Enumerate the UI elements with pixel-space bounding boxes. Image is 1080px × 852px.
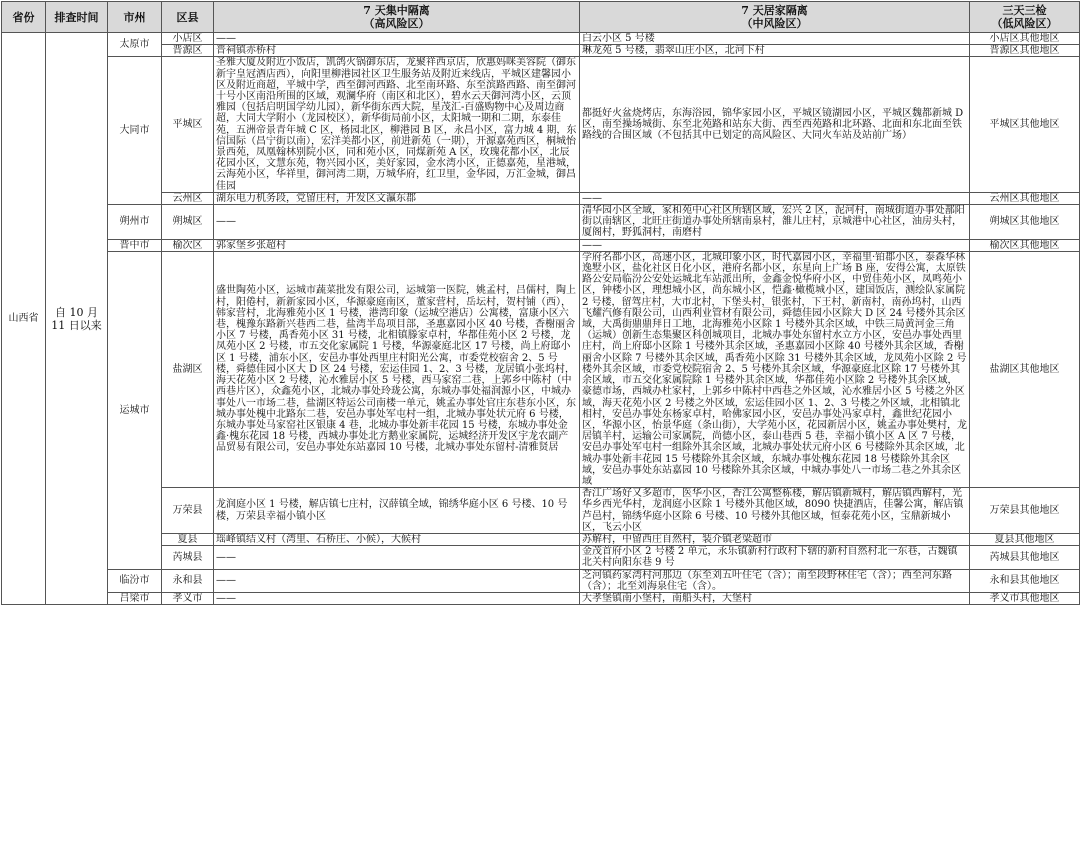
header-row xyxy=(2,2,1080,33)
header-time: 排查时间 xyxy=(46,2,108,33)
district-cell: 榆次区 xyxy=(162,239,214,251)
mid-risk-cell: 香江广场好又多超市，医华小区，香江公寓整栋楼，解店镇新城村，解店镇西解村，光华乡西光华村，龙润庭小区除 1 号楼外其他区域，8090 快捷酒店，佳馨公寓，解店镇芦邑村，锦绣华庭小区除 6 号楼、10 号楼外其他区域，恒泰花苑小区，宝鼎新城小区，飞云小区 xyxy=(580,488,970,534)
district-cell: 朔城区 xyxy=(162,205,214,240)
table-row xyxy=(2,488,1080,534)
mid-risk-cell: 芝河镇药家湾村河那边（东至刘五叶住宅（含）；南至段野林住宅（含）；西至河东路（含）；北至刘海泉住宅（含）。 xyxy=(580,569,970,592)
district-cell: 平城区 xyxy=(162,57,214,192)
mid-risk-cell: 白云小区 5 号楼 xyxy=(580,33,970,45)
district-cell: 万荣县 xyxy=(162,488,214,534)
city-cell: 晋中市 xyxy=(108,239,162,251)
table-row xyxy=(2,251,1080,487)
mid-risk-cell: —— xyxy=(580,192,970,204)
low-risk-cell: 永和县其他地区 xyxy=(970,569,1080,592)
table-row xyxy=(2,45,1080,57)
table-row xyxy=(2,33,1080,45)
city-cell: 朔州市 xyxy=(108,205,162,240)
low-risk-cell: 盐湖区其他地区 xyxy=(970,251,1080,487)
high-risk-cell: 盛世陶苑小区，运城市蔬菜批发有限公司，运城第一医院，姚孟村，吕儒村，陶上村，阳倦村，新新家园小区，华源豪庭南区，董家营村，岳坛村，贺村铺（西），韩家营村，北海雅苑小区 1 号楼，港湾印象（运城空港店）公寓楼，富康小区六巷，槐豫东路新兴巷西二巷，盐湾半岛项目部，圣惠嘉园小区 40 号楼，香榭丽舍小区 7 号楼，禹香苑小区 31 号楼，北相镇滕家卓村，华都佳苑小区 2 号楼，龙凤苑小区 2 号楼，市五交化家属院 1 号楼，华源豪庭北区 17 号楼，尚上府邸小区 1 号楼，浦东小区，安邑办事处西里庄村阳光公寓，市委党校宿舍 2、5 号楼，舜德佳园小区大 D 区 24 号楼，宏运佳园 1、2、3 号楼，龙居镇小张坞村，海天花苑小区 2 号楼，沁水雅居小区 5 号楼，西马家窑二巷，上郭乡中陈村（中西巷片区），众鑫苑小区，北城办事处玲珑公寓，东城办事处福润源小区，中城办事处八一市场二巷，盐湖区特运公司南楼一单元，姚孟办事处官庄东巷东小区，东城办事处槐中北路东二巷，安邑办事处军屯村一组，北城办事处状元府 6 号楼，东城办事处马家窑社区银康 4 巷，北城办事处新丰花园 15 号楼，东城办事处金鑫·槐东花园 18 号楼，西城办事处北方鹅业家属院，运城经济开发区宇龙农副产品贸易有限公司，安邑办事处东站嘉园 10 号楼，北城办事处东留村-清雅贤居 xyxy=(214,251,580,487)
low-risk-cell: 榆次区其他地区 xyxy=(970,239,1080,251)
high-risk-cell: —— xyxy=(214,33,580,45)
table-row xyxy=(2,546,1080,569)
province-cell: 山西省 xyxy=(2,33,46,605)
mid-risk-cell: —— xyxy=(580,239,970,251)
high-risk-cell: —— xyxy=(214,546,580,569)
high-risk-cell: 龙润庭小区 1 号楼，解店镇七庄村，汉薛镇全域，锦绣华庭小区 6 号楼、10 号楼，万荣县幸福小镇小区 xyxy=(214,488,580,534)
mid-risk-cell: 苏解村，中留西庄自然村，装介镇老梁超市 xyxy=(580,533,970,545)
district-cell: 晋源区 xyxy=(162,45,214,57)
header-high-risk: 7 天集中隔离 （高风险区） xyxy=(214,2,580,33)
table-row xyxy=(2,569,1080,592)
low-risk-cell: 朔城区其他地区 xyxy=(970,205,1080,240)
city-cell: 大同市 xyxy=(108,57,162,205)
header-mid-risk: 7 天居家隔离 （中风险区） xyxy=(580,2,970,33)
high-risk-cell: —— xyxy=(214,205,580,240)
high-risk-cell: —— xyxy=(214,569,580,592)
district-cell: 孝义市 xyxy=(162,592,214,604)
header-city: 市州 xyxy=(108,2,162,33)
low-risk-cell: 万荣县其他地区 xyxy=(970,488,1080,534)
district-cell: 盐湖区 xyxy=(162,251,214,487)
mid-risk-cell: 都挺好火盆烧烤店，东海浴园，锦华家园小区，平城区镜湖园小区，平城区魏都新城 D 区，南至操场城街、东至北苑路和站东大街、西至西苑路和北环路、北面和东北面至铁路线的合围区域（不包括其中已划定的高风险区、大同火车站及站前广场） xyxy=(580,57,970,192)
table-row xyxy=(2,533,1080,545)
high-risk-cell: 湖东电力机务段，党留庄村，开发区文瀛东郡 xyxy=(214,192,580,204)
mid-risk-cell: 金茂首府小区 2 号楼 2 单元，永乐镇新村行政村下辖的新村自然村北一东巷，古魏镇北关村向阳东巷 9 号 xyxy=(580,546,970,569)
table-row xyxy=(2,57,1080,192)
low-risk-cell: 云州区其他地区 xyxy=(970,192,1080,204)
mid-risk-cell: 琳龙苑 5 号楼，翡翠山庄小区，北河下村 xyxy=(580,45,970,57)
mid-risk-cell: 学府名都小区，高速小区，北城印象小区，时代嘉园小区，幸福里·铂郡小区，泰森华林逸墅小区，盐化社区日化小区，港府名都小区，东星向上广场 B 座，安得公寓，太原铁路公安局临汾公安处运城北车站派出所，金鑫金悦华府小区，中贸佳苑小区，凤鸣苑小区，钟楼小区，理想城小区，尚东城小区，恺鑫·橄榄城小区，建国饭店，测绘队家属院 2 号楼，留驾庄村，大市北村，下堡头村，银张村，下王村，新南村，南孙坞村，山西飞耀汽修有限公司，山西利业管材有限公司，舜德佳园小区除大 D 区 24 号楼外其余区域，大禹街鼎鼎拜日工地，北海雅苑小区除 1 号楼外其余区域，中铁三局黄河金三角（运城）创新生态集聚区科创城项目，北城办事处东留村水立方小区，安邑办事处西里庄村，尚上府邸小区除 1 号楼外其余区域，圣惠嘉园小区除 40 号楼外其余区域，香榭丽舍小区除 7 号楼外其余区域，禹香苑小区除 31 号楼外其余区域，龙凤苑小区除 2 号楼外其余区域，市委党校院宿舍 2、5 号楼外其余区域，华源豪庭北区除 17 号楼外其余区域，市五交化家属院除 1 号楼外其余区域，华都佳苑小区除 2 号楼外其余区域，豪德市场，西城办杜家村，上郭乡中陈村中西巷之外区域，沁水雅居小区 5 号楼之外区域，海天花苑小区 2 号楼之外区域，宏运佳园小区 1、2、3 号楼之外区域，北相镇北相村，安邑办事处东杨家卓村，哈佛家园小区，安邑办事处冯家卓村，鑫世纪花园小区，华源小区，怡景华庭（条山街），大学苑小区，花园新居小区，姚孟办事处樊村，龙居镇羊村，运输公司家属院，尚德小区，泰山巷西 5 巷，幸福小镇小区 A 区 7 号楼，安邑办事处军屯村一组除外其余区域，北城办事处状元府小区 6 号楼除外其余区域，北城办事处新丰花园 15 号楼除外其余区域，东城办事处槐东花园 18 号楼除外其余区域，安邑办事处东站嘉园 10 号楼除外其余区域，中城办事处八一市场二巷之外其余区域 xyxy=(580,251,970,487)
high-risk-cell: 瑶峰镇结义村（湾里、石桥庄、小候），大候村 xyxy=(214,533,580,545)
mid-risk-cell: 大孝堡镇南小堡村，南船头村，大堡村 xyxy=(580,592,970,604)
district-cell: 云州区 xyxy=(162,192,214,204)
table-row xyxy=(2,592,1080,604)
high-risk-cell: —— xyxy=(214,592,580,604)
high-risk-cell: 晋祠镇赤桥村 xyxy=(214,45,580,57)
district-cell: 永和县 xyxy=(162,569,214,592)
low-risk-cell: 芮城县其他地区 xyxy=(970,546,1080,569)
risk-area-table xyxy=(1,1,1080,605)
city-cell: 运城市 xyxy=(108,251,162,569)
city-cell: 临汾市 xyxy=(108,569,162,592)
mid-risk-cell: 清华园小区全域，家和苑中心社区所辖区域，宏兴 2 区，泥河村，南城街道办事处鄯阳街以南辖区，北旺庄街道办事处所辖南泉村，雒儿庄村，京城港中心社区，油房头村，厦阁村，野狐洞村，南磨村 xyxy=(580,205,970,240)
low-risk-cell: 晋源区其他地区 xyxy=(970,45,1080,57)
high-risk-cell: 圣雅大厦及附近小饭店，凯鸽火锅御东店，龙聚祥西京店，欣惠妈咪美容院（御东新宇皇冠酒店西），向阳里柳港园社区卫生服务站及附近来线店，平城区建馨园小区及附近商超，平城中学，西至御河西路、北至南环路、东至滨路西路、南至御河十号小区南沿所围的区域，观澜华府（南区和北区），碧水云天御河湾小区，云顶雅园（包括启明国学幼儿园），新华街东西大院，星茂汇-百盛购物中心及周边商超，大同大学附小（龙园校区），新华街局前小区，太阳城一期和二期，东泰佳苑，五洲帝景青年城 C 区，杨园北区，柳港园 B 区，永昌小区，富力城 4 期，东信国际（昌宁街以南），宏洋美都小区，前进新苑（一期），开源嘉苑西区，桐城怡景西苑，凤凰翰林别院小区，同和苑小区，同煤新苑 A 区，玫瑰花都小区，北辰花园小区，文慧东苑，物兴园小区，美好家园，金水湾小区，正德嘉苑，星港城，云海苑小区，华祥里，御河湾二期，万城华府，红卫里，金华园，万汇金城，御昌佳园 xyxy=(214,57,580,192)
district-cell: 芮城县 xyxy=(162,546,214,569)
low-risk-cell: 孝义市其他地区 xyxy=(970,592,1080,604)
high-risk-cell: 郭家堡乡张超村 xyxy=(214,239,580,251)
header-province: 省份 xyxy=(2,2,46,33)
city-cell: 吕梁市 xyxy=(108,592,162,604)
table-row xyxy=(2,205,1080,240)
district-cell: 夏县 xyxy=(162,533,214,545)
time-cell: 自 10 月 11 日以来 xyxy=(46,33,108,605)
district-cell: 小店区 xyxy=(162,33,214,45)
city-cell: 太原市 xyxy=(108,33,162,57)
low-risk-cell: 夏县其他地区 xyxy=(970,533,1080,545)
low-risk-cell: 小店区其他地区 xyxy=(970,33,1080,45)
low-risk-cell: 平城区其他地区 xyxy=(970,57,1080,192)
header-district: 区县 xyxy=(162,2,214,33)
header-low-risk: 三天三检 （低风险区） xyxy=(970,2,1080,33)
table-row xyxy=(2,192,1080,204)
table-row xyxy=(2,239,1080,251)
